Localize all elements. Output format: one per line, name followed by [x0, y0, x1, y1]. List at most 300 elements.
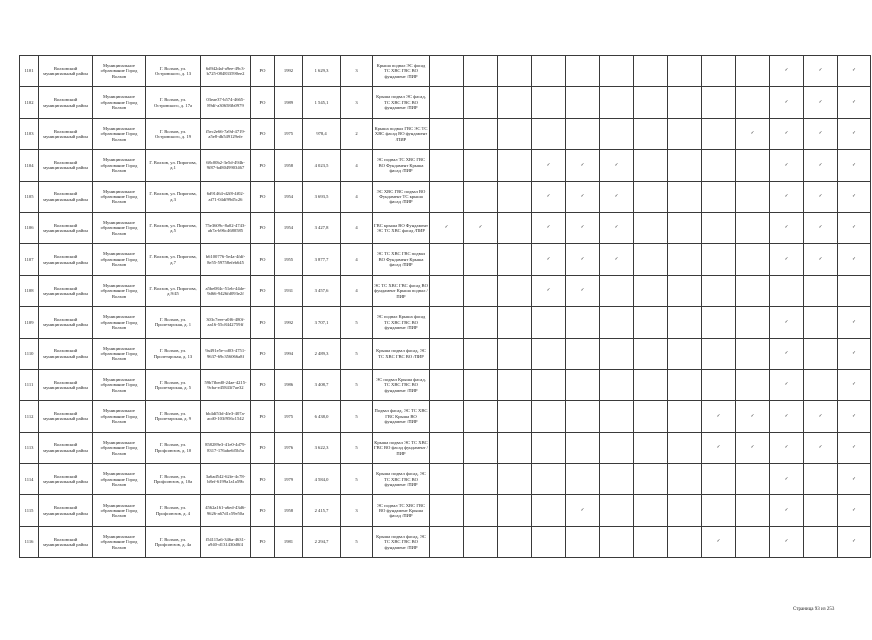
- work-cell: [702, 56, 736, 87]
- work-cell: [566, 338, 600, 369]
- check-mark-icon: ✓: [770, 118, 804, 149]
- work-cell: [804, 275, 838, 306]
- work-cell: [702, 87, 736, 118]
- area-cell: 3 877,7: [303, 244, 341, 275]
- row-number: 1115: [20, 495, 39, 526]
- row-number: 1105: [20, 181, 39, 212]
- table-row: [20, 464, 871, 495]
- check-mark-icon: ✓: [566, 150, 600, 181]
- work-cell: [532, 401, 566, 432]
- work-cell: [668, 118, 702, 149]
- work-cell: [430, 401, 464, 432]
- works-cell: ЭС подвал Крыша фасад, ТС ХВС ГВС ВО фундамент /ПИР: [373, 369, 430, 400]
- check-mark-icon: ✓: [838, 244, 871, 275]
- district-cell: Волховский муниципальный район: [39, 464, 93, 495]
- check-mark-icon: ✓: [702, 432, 736, 463]
- address-cell: Г. Волхов, ул. Профсоюзов, д. 4а: [146, 526, 201, 557]
- work-cell: [702, 212, 736, 243]
- work-cell: [668, 150, 702, 181]
- check-mark-icon: ✓: [600, 181, 634, 212]
- area-cell: 978,4: [303, 118, 341, 149]
- address-cell: Г. Волхов, ул. Островского, д. 17а: [146, 87, 201, 118]
- work-cell: [532, 526, 566, 557]
- table-row: [20, 150, 871, 181]
- table-row: [20, 401, 871, 432]
- address-cell: Г. Волхов, ул. Пирогова, д.1: [146, 150, 201, 181]
- row-number: 1106: [20, 212, 39, 243]
- check-mark-icon: ✓: [532, 181, 566, 212]
- table-row: [20, 118, 871, 149]
- page-footer: Страница 93 из 253: [793, 607, 835, 612]
- floors-cell: 5: [341, 526, 373, 557]
- work-cell: [464, 87, 498, 118]
- check-mark-icon: ✓: [804, 150, 838, 181]
- work-cell: [464, 56, 498, 87]
- district-cell: Волховский муниципальный район: [39, 307, 93, 338]
- district-cell: Волховский муниципальный район: [39, 401, 93, 432]
- work-cell: [464, 150, 498, 181]
- guid-cell: a5be084c-51eb-44de-9d66-9426fd093e2f: [201, 275, 251, 306]
- work-cell: [668, 56, 702, 87]
- type-cell: РО: [251, 526, 275, 557]
- work-cell: [634, 401, 668, 432]
- table-row: [20, 495, 871, 526]
- floors-cell: 5: [341, 464, 373, 495]
- work-cell: [498, 401, 532, 432]
- work-cell: [464, 495, 498, 526]
- check-mark-icon: ✓: [566, 181, 600, 212]
- work-cell: [736, 526, 770, 557]
- settlement-cell: Муниципальное образование Город Волхов: [93, 307, 146, 338]
- address-cell: Г. Волхов, ул. Пролетарская, д. 1: [146, 307, 201, 338]
- work-cell: [668, 369, 702, 400]
- check-mark-icon: ✓: [770, 307, 804, 338]
- row-number: 1107: [20, 244, 39, 275]
- area-cell: 3 427,8: [303, 212, 341, 243]
- work-cell: [600, 87, 634, 118]
- area-cell: 2 489,3: [303, 338, 341, 369]
- check-mark-icon: ✓: [804, 118, 838, 149]
- work-cell: [566, 369, 600, 400]
- works-cell: ЭС ХВС ГВС подвал ВО Фундамент ТС крыша фасад /ПИР: [373, 181, 430, 212]
- work-cell: [668, 464, 702, 495]
- type-cell: РО: [251, 338, 275, 369]
- check-mark-icon: ✓: [770, 432, 804, 463]
- work-cell: [498, 275, 532, 306]
- type-cell: РО: [251, 56, 275, 87]
- work-cell: [634, 212, 668, 243]
- district-cell: Волховский муниципальный район: [39, 87, 93, 118]
- check-mark-icon: ✓: [804, 212, 838, 243]
- table-row: [20, 307, 871, 338]
- work-cell: [600, 432, 634, 463]
- work-cell: [566, 56, 600, 87]
- work-cell: [736, 150, 770, 181]
- floors-cell: 3: [341, 56, 373, 87]
- work-cell: [498, 495, 532, 526]
- check-mark-icon: ✓: [804, 432, 838, 463]
- area-cell: 2 294,7: [303, 526, 341, 557]
- year-cell: 1981: [275, 526, 303, 557]
- guid-cell: 4562a161-a6ed-43d6-9626-a67d1c59e50a: [201, 495, 251, 526]
- work-cell: [566, 526, 600, 557]
- district-cell: Волховский муниципальный район: [39, 275, 93, 306]
- work-cell: [736, 87, 770, 118]
- works-cell: ГВС крыша ВО Фундамент ЭС ТС ХВС фасад /ПИР: [373, 212, 430, 243]
- work-cell: [804, 495, 838, 526]
- year-cell: 1954: [275, 181, 303, 212]
- works-cell: Крыша подвал фасад, ЭС ТС ХВС ГВС ВО /ПИР: [373, 338, 430, 369]
- check-mark-icon: ✓: [770, 464, 804, 495]
- row-number: 1116: [20, 526, 39, 557]
- type-cell: РО: [251, 401, 275, 432]
- work-cell: [634, 181, 668, 212]
- area-cell: 3 408,7: [303, 369, 341, 400]
- check-mark-icon: ✓: [566, 212, 600, 243]
- work-cell: [464, 526, 498, 557]
- works-cell: Крыша подвал фасад, ЭС ТС ХВС ГВС ВО фундамент /ПИР: [373, 464, 430, 495]
- check-mark-icon: ✓: [566, 495, 600, 526]
- table-row: [20, 244, 871, 275]
- work-cell: [804, 464, 838, 495]
- address-cell: Г. Волхов, ул. Профсоюзов, д. 4: [146, 495, 201, 526]
- work-cell: [634, 464, 668, 495]
- work-cell: [464, 338, 498, 369]
- work-cell: [498, 118, 532, 149]
- check-mark-icon: ✓: [532, 150, 566, 181]
- work-cell: [736, 181, 770, 212]
- table-row: [20, 87, 871, 118]
- work-cell: [464, 369, 498, 400]
- work-cell: [702, 495, 736, 526]
- check-mark-icon: ✓: [532, 275, 566, 306]
- work-cell: [498, 212, 532, 243]
- guid-cell: 3a6ad542-62fe-4c78-b8ef-6199a1a1a59b: [201, 464, 251, 495]
- works-cell: ЭС подвал Крыша фасад ТС ХВС ГВС ВО фундамент /ПИР: [373, 307, 430, 338]
- work-cell: [634, 432, 668, 463]
- work-cell: [532, 432, 566, 463]
- address-cell: Г. Волхов, ул. Пролетарская, д. 5: [146, 369, 201, 400]
- work-cell: [634, 338, 668, 369]
- check-mark-icon: ✓: [804, 87, 838, 118]
- floors-cell: 4: [341, 150, 373, 181]
- check-mark-icon: ✓: [566, 244, 600, 275]
- settlement-cell: Муниципальное образование Город Волхов: [93, 244, 146, 275]
- works-cell: Крыша подвал ГВС ЭС ТС ХВС фасад ВО фундамент /ПИР: [373, 118, 430, 149]
- work-cell: [498, 87, 532, 118]
- check-mark-icon: ✓: [838, 338, 871, 369]
- floors-cell: 4: [341, 181, 373, 212]
- check-mark-icon: ✓: [770, 150, 804, 181]
- table-row: [20, 338, 871, 369]
- year-cell: 1989: [275, 87, 303, 118]
- settlement-cell: Муниципальное образование Город Волхов: [93, 432, 146, 463]
- type-cell: РО: [251, 181, 275, 212]
- check-mark-icon: ✓: [838, 56, 871, 87]
- area-cell: 4 023,5: [303, 150, 341, 181]
- check-mark-icon: ✓: [770, 87, 804, 118]
- district-cell: Волховский муниципальный район: [39, 181, 93, 212]
- check-mark-icon: ✓: [770, 495, 804, 526]
- guid-cell: 6d91464-d2f8-4f02-af71-04df99d5c26: [201, 181, 251, 212]
- row-number: 1114: [20, 464, 39, 495]
- work-cell: [430, 369, 464, 400]
- work-cell: [464, 307, 498, 338]
- area-cell: 1 545,1: [303, 87, 341, 118]
- area-cell: 3 693,5: [303, 181, 341, 212]
- work-cell: [668, 432, 702, 463]
- check-mark-icon: ✓: [702, 526, 736, 557]
- work-cell: [702, 118, 736, 149]
- work-cell: [464, 432, 498, 463]
- type-cell: РО: [251, 432, 275, 463]
- type-cell: РО: [251, 495, 275, 526]
- guid-cell: 303c7eee-a0f6-480f-aa16-55c8442759ff: [201, 307, 251, 338]
- district-cell: Волховский муниципальный район: [39, 118, 93, 149]
- district-cell: Волховский муниципальный район: [39, 338, 93, 369]
- year-cell: 1954: [275, 212, 303, 243]
- year-cell: 1992: [275, 56, 303, 87]
- check-mark-icon: ✓: [770, 338, 804, 369]
- work-cell: [668, 401, 702, 432]
- check-mark-icon: ✓: [804, 244, 838, 275]
- type-cell: РО: [251, 150, 275, 181]
- work-cell: [702, 338, 736, 369]
- address-cell: Г. Волхов, ул. Профсоюзов, д. 10а: [146, 464, 201, 495]
- work-cell: [668, 275, 702, 306]
- work-cell: [498, 369, 532, 400]
- type-cell: РО: [251, 369, 275, 400]
- work-cell: [498, 464, 532, 495]
- check-mark-icon: ✓: [736, 432, 770, 463]
- row-number: 1113: [20, 432, 39, 463]
- address-cell: Г. Волхов, ул. Островского, д. 13: [146, 56, 201, 87]
- check-mark-icon: ✓: [838, 369, 871, 400]
- floors-cell: 4: [341, 212, 373, 243]
- check-mark-icon: ✓: [532, 212, 566, 243]
- guid-cell: 59b7fbed0-24ae-4215-9cba-e45843f7ae32: [201, 369, 251, 400]
- area-cell: 2 415,7: [303, 495, 341, 526]
- works-cell: Подвал фасад, ЭС ТС ХВС ГВС Крыша ВО фундамент /ПИР: [373, 401, 430, 432]
- row-number: 1111: [20, 369, 39, 400]
- work-cell: [702, 307, 736, 338]
- check-mark-icon: ✓: [736, 118, 770, 149]
- work-cell: [702, 244, 736, 275]
- work-cell: [736, 307, 770, 338]
- guid-cell: 6d942daf-a9ee-49c3-b725-084833590ee2: [201, 56, 251, 87]
- work-cell: [634, 118, 668, 149]
- year-cell: 1958: [275, 150, 303, 181]
- settlement-cell: Муниципальное образование Город Волхов: [93, 181, 146, 212]
- check-mark-icon: ✓: [600, 244, 634, 275]
- work-cell: [464, 275, 498, 306]
- work-cell: [702, 369, 736, 400]
- floors-cell: 5: [341, 401, 373, 432]
- work-cell: [736, 369, 770, 400]
- row-number: 1104: [20, 150, 39, 181]
- check-mark-icon: ✓: [770, 181, 804, 212]
- type-cell: РО: [251, 244, 275, 275]
- work-cell: [430, 275, 464, 306]
- year-cell: 1979: [275, 464, 303, 495]
- work-cell: [566, 87, 600, 118]
- work-cell: [600, 118, 634, 149]
- work-cell: [430, 338, 464, 369]
- check-mark-icon: ✓: [838, 118, 871, 149]
- work-cell: [668, 244, 702, 275]
- type-cell: РО: [251, 464, 275, 495]
- work-cell: [498, 432, 532, 463]
- settlement-cell: Муниципальное образование Город Волхов: [93, 338, 146, 369]
- type-cell: РО: [251, 212, 275, 243]
- year-cell: 1975: [275, 118, 303, 149]
- address-cell: Г. Волхов, ул. Профсоюзов, д. 10: [146, 432, 201, 463]
- settlement-cell: Муниципальное образование Город Волхов: [93, 150, 146, 181]
- area-cell: 6 438,0: [303, 401, 341, 432]
- address-cell: Г. Волхов, ул. Островского, д. 19: [146, 118, 201, 149]
- table-row: [20, 526, 871, 557]
- work-cell: [634, 307, 668, 338]
- floors-cell: 5: [341, 338, 373, 369]
- work-cell: [532, 495, 566, 526]
- work-cell: [600, 275, 634, 306]
- works-cell: Крыша подвал ЭС фасад, ТС ХВС ГВС ВО фундамент /ПИР: [373, 87, 430, 118]
- work-cell: [430, 307, 464, 338]
- work-cell: [532, 118, 566, 149]
- work-cell: [532, 307, 566, 338]
- work-cell: [668, 212, 702, 243]
- work-cell: [498, 307, 532, 338]
- work-cell: [634, 150, 668, 181]
- guid-cell: b6100776-5e4a-4fdf-8e55-59758efeb645: [201, 244, 251, 275]
- row-number: 1110: [20, 338, 39, 369]
- floors-cell: 2: [341, 118, 373, 149]
- work-cell: [498, 181, 532, 212]
- work-cell: [736, 275, 770, 306]
- work-cell: [804, 338, 838, 369]
- check-mark-icon: ✓: [838, 87, 871, 118]
- work-cell: [430, 432, 464, 463]
- address-cell: Г. Волхов, ул. Пирогова, д.9/45: [146, 275, 201, 306]
- work-cell: [736, 56, 770, 87]
- check-mark-icon: ✓: [838, 464, 871, 495]
- year-cell: 1958: [275, 495, 303, 526]
- work-cell: [532, 338, 566, 369]
- work-cell: [702, 181, 736, 212]
- floors-cell: 3: [341, 495, 373, 526]
- guid-cell: f5ec2e66-7a9d-4719-a5e8-db549129efe: [201, 118, 251, 149]
- area-cell: 3 622,3: [303, 432, 341, 463]
- settlement-cell: Муниципальное образование Город Волхов: [93, 56, 146, 87]
- work-cell: [668, 87, 702, 118]
- year-cell: 1955: [275, 244, 303, 275]
- work-cell: [498, 56, 532, 87]
- check-mark-icon: ✓: [566, 275, 600, 306]
- floors-cell: 3: [341, 87, 373, 118]
- check-mark-icon: ✓: [838, 526, 871, 557]
- check-mark-icon: ✓: [770, 526, 804, 557]
- guid-cell: 858289e3-41e0-4d79-8317-176abe6f5b5a: [201, 432, 251, 463]
- works-cell: ЭС подвал ТС ХВС ГВС ВО фундамент Крыша фасад /ПИР: [373, 495, 430, 526]
- work-cell: [430, 526, 464, 557]
- check-mark-icon: ✓: [838, 181, 871, 212]
- address-cell: Г. Волхов, ул. Пирогова, д.7: [146, 244, 201, 275]
- check-mark-icon: ✓: [804, 181, 838, 212]
- work-cell: [736, 495, 770, 526]
- work-cell: [600, 495, 634, 526]
- settlement-cell: Муниципальное образование Город Волхов: [93, 401, 146, 432]
- address-cell: Г. Волхов, ул. Пирогова, д.3: [146, 181, 201, 212]
- work-cell: [430, 464, 464, 495]
- floors-cell: 4: [341, 244, 373, 275]
- work-cell: [532, 56, 566, 87]
- work-cell: [566, 118, 600, 149]
- work-cell: [804, 526, 838, 557]
- district-cell: Волховский муниципальный район: [39, 432, 93, 463]
- table-row: [20, 212, 871, 243]
- table-row: [20, 275, 871, 306]
- address-cell: Г. Волхов, ул. Пролетарская, д. 9: [146, 401, 201, 432]
- check-mark-icon: ✓: [838, 212, 871, 243]
- district-cell: Волховский муниципальный район: [39, 526, 93, 557]
- work-cell: [634, 87, 668, 118]
- work-cell: [838, 275, 871, 306]
- table-row: [20, 56, 871, 87]
- check-mark-icon: ✓: [430, 212, 464, 243]
- works-cell: Крыша подвал фасад, ЭС ТС ХВС ГВС ВО фундамент /ПИР: [373, 526, 430, 557]
- work-cell: [498, 338, 532, 369]
- work-cell: [770, 275, 804, 306]
- work-cell: [430, 87, 464, 118]
- year-cell: 1992: [275, 307, 303, 338]
- works-cell: ЭС подвал ТС ХВС ГВС ВО Фундамент Крыша фасад /ПИР: [373, 150, 430, 181]
- work-cell: [430, 495, 464, 526]
- work-cell: [736, 244, 770, 275]
- settlement-cell: Муниципальное образование Город Волхов: [93, 212, 146, 243]
- district-cell: Волховский муниципальный район: [39, 212, 93, 243]
- work-cell: [668, 181, 702, 212]
- area-cell: 3 707,1: [303, 307, 341, 338]
- type-cell: РО: [251, 275, 275, 306]
- work-cell: [532, 464, 566, 495]
- check-mark-icon: ✓: [600, 150, 634, 181]
- work-cell: [634, 56, 668, 87]
- work-cell: [702, 150, 736, 181]
- area-cell: 4 584,0: [303, 464, 341, 495]
- row-number: 1112: [20, 401, 39, 432]
- settlement-cell: Муниципальное образование Город Волхов: [93, 495, 146, 526]
- floors-cell: 5: [341, 369, 373, 400]
- registry-table-body: [20, 56, 871, 558]
- check-mark-icon: ✓: [770, 244, 804, 275]
- row-number: 1108: [20, 275, 39, 306]
- year-cell: 1994: [275, 338, 303, 369]
- work-cell: [702, 275, 736, 306]
- check-mark-icon: ✓: [804, 401, 838, 432]
- work-cell: [566, 464, 600, 495]
- floors-cell: 4: [341, 275, 373, 306]
- table-row: [20, 432, 871, 463]
- floors-cell: 5: [341, 307, 373, 338]
- check-mark-icon: ✓: [838, 401, 871, 432]
- floors-cell: 5: [341, 432, 373, 463]
- work-cell: [464, 181, 498, 212]
- settlement-cell: Муниципальное образование Город Волхов: [93, 87, 146, 118]
- check-mark-icon: ✓: [770, 56, 804, 87]
- check-mark-icon: ✓: [804, 56, 838, 87]
- check-mark-icon: ✓: [600, 212, 634, 243]
- guid-cell: 68c00b2-3e5d-494b-9f87-bd8049903467: [201, 150, 251, 181]
